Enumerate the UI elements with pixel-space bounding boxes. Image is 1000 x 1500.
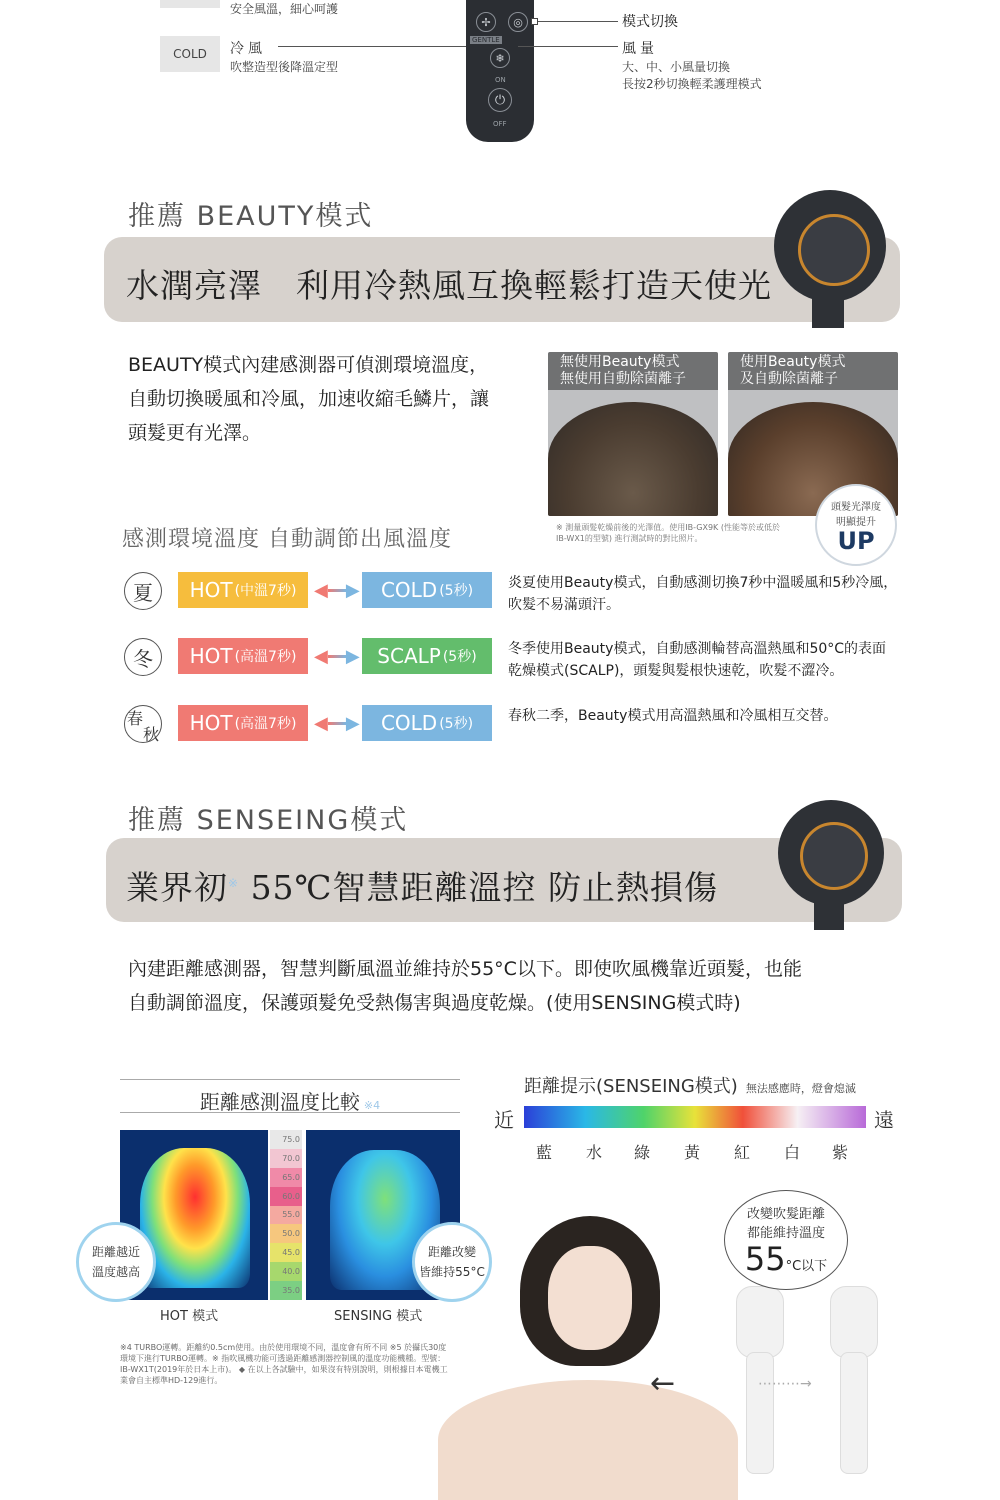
scale-tick: 50.0 bbox=[270, 1224, 302, 1243]
photo-note: ※ 測量頭髮乾燥前後的光澤值。使用IB-GX9K (性能等於或低於 IB-WX1的型號) 進行測試時的對比照片。 bbox=[556, 523, 780, 543]
hot-pill: HOT (中溫7秒) bbox=[178, 572, 308, 608]
color-word: 紅 bbox=[734, 1143, 751, 1162]
temperature-scale bbox=[270, 1130, 302, 1300]
dryer-handle bbox=[466, 0, 534, 142]
dryer-far-handle bbox=[840, 1352, 868, 1474]
dryer-near bbox=[736, 1286, 784, 1358]
cold-desc: 吹整造型後降溫定型 bbox=[230, 60, 339, 74]
beauty-section-title: 推薦 BEAUTY模式 bbox=[128, 201, 374, 232]
hair-photo-before bbox=[548, 352, 718, 516]
dryer-neck-image bbox=[812, 298, 844, 328]
cold-title: 冷風 bbox=[230, 41, 266, 57]
off-label: OFF bbox=[493, 120, 507, 128]
callout-near-hot: 距離越近 溫度越高 bbox=[76, 1222, 156, 1302]
woman-face bbox=[548, 1246, 632, 1350]
season-badge: 夏 bbox=[124, 572, 162, 610]
near-label: 近 bbox=[494, 1108, 514, 1132]
footnote: ※4 TURBO運轉。距離約0.5cm使用。由於使用環境不同，溫度會有所不同 ※5 於攝氏30度 環境下進行TURBO運轉。※ 指吹風機功能可透過距離感測器控制風的溫度功能機種。型號： IB-WX1T(2019年於日本上市)。 ◆ 在以上各試驗中，如果沒有特別說明，則根據日本電機工 業會自主標準HD-129進行。 bbox=[120, 1343, 448, 1385]
photo-after-label: 使用Beauty模式 及自動除菌離子 bbox=[728, 352, 898, 390]
cool-pill: COLD (5秒) bbox=[362, 572, 492, 608]
gentle-label: GENTLE bbox=[472, 36, 500, 44]
beauty-banner-text: 水潤亮澤 利用冷熱風互換輕鬆打造天使光 bbox=[126, 266, 772, 305]
hot-desc: 安全風溫，細心呵護 bbox=[230, 2, 339, 16]
scale-tick: 65.0 bbox=[270, 1168, 302, 1187]
mode-button-icon[interactable]: ◎ bbox=[508, 12, 528, 32]
left-arrow-icon: ← bbox=[650, 1366, 676, 1401]
airflow-leader-line bbox=[518, 46, 618, 47]
swap-arrow-icon: ◀ ▶ bbox=[314, 712, 360, 734]
photo-before-label: 無使用Beauty模式 無使用自動除菌離子 bbox=[548, 352, 718, 390]
compare-top-rule bbox=[120, 1079, 460, 1080]
season-desc: 冬季使用Beauty模式，自動感測輪替高溫熱風和50°C的表面 乾燥模式(SCALP)，頭髮與髮根快速乾，吹髮不澀冷。 bbox=[508, 641, 887, 679]
sensing-banner-text: 業界初※ 55℃智慧距離溫控 防止熱損傷 bbox=[126, 868, 718, 907]
mode-leader-line bbox=[538, 21, 618, 22]
color-word: 藍 bbox=[536, 1143, 553, 1162]
dryer-head-image bbox=[774, 190, 886, 302]
dryer-near-handle bbox=[746, 1352, 774, 1474]
dryer-neck-image-2 bbox=[814, 900, 844, 930]
season-desc: 炎夏使用Beauty模式，自動感測切換7秒中溫暖風和5秒冷風， 吹髮不易滿頭汗。 bbox=[508, 575, 898, 613]
distance-title: 距離提示(SENSEING模式) 無法感應時，燈會熄滅 bbox=[524, 1076, 856, 1097]
airflow-desc-1: 大、中、小風量切換 bbox=[622, 60, 731, 74]
airflow-desc-2: 長按2秒切換輕柔護理模式 bbox=[622, 77, 762, 91]
dryer-far bbox=[830, 1286, 878, 1358]
season-badge: 冬 bbox=[124, 638, 162, 676]
hot-pill: HOT (高溫7秒) bbox=[178, 638, 308, 674]
dryer-head-image-2 bbox=[778, 800, 884, 906]
power-icon[interactable]: ⏻ bbox=[488, 88, 512, 112]
scale-tick: 55.0 bbox=[270, 1206, 302, 1225]
scale-tick: 75.0 bbox=[270, 1130, 302, 1149]
sensing-section-title: 推薦 SENSEING模式 bbox=[128, 805, 409, 836]
mode-switch-label: 模式切換 bbox=[622, 14, 678, 30]
sensing-body-1: 內建距離感測器，智慧判斷風溫並維持於55°C以下。即使吹風機靠近頭髮，也能 bbox=[128, 958, 802, 980]
color-word: 水 bbox=[586, 1143, 603, 1162]
swap-arrow-icon: ◀ ▶ bbox=[314, 645, 360, 667]
cold-tag: COLD bbox=[160, 36, 220, 72]
scale-tick: 35.0 bbox=[270, 1281, 302, 1300]
scale-tick: 60.0 bbox=[270, 1187, 302, 1206]
fan-icon[interactable]: ✢ bbox=[476, 12, 496, 32]
snowflake-icon[interactable]: ❄ bbox=[490, 48, 510, 68]
scale-tick: 70.0 bbox=[270, 1149, 302, 1168]
swap-arrow-icon: ◀ ▶ bbox=[314, 579, 360, 601]
on-label: ON bbox=[495, 76, 506, 84]
color-word: 白 bbox=[784, 1143, 801, 1162]
compare-title: 距離感測溫度比較 ※4 bbox=[199, 1090, 381, 1114]
callout-keep-55: 距離改變 皆維持55°C bbox=[412, 1222, 492, 1302]
distance-color-bar bbox=[524, 1106, 866, 1128]
dotted-arrow-icon: ⋯⋯⋯→ bbox=[758, 1376, 812, 1392]
cool-pill: SCALP (5秒) bbox=[362, 638, 492, 674]
beauty-body-3: 頭髮更有光澤。 bbox=[128, 422, 262, 444]
hot-tag-strip bbox=[160, 0, 220, 8]
airflow-title: 風量 bbox=[622, 41, 658, 57]
hot-pill: HOT (高溫7秒) bbox=[178, 705, 308, 741]
far-label: 遠 bbox=[874, 1108, 894, 1132]
beauty-body-1: BEAUTY模式內建感測器可偵測環境溫度， bbox=[128, 354, 489, 376]
season-badge: 春 秋 bbox=[124, 705, 162, 743]
woman-shoulders bbox=[438, 1380, 738, 1500]
season-desc: 春秋二季，Beauty模式用高溫熱風和冷風相互交替。 bbox=[508, 708, 838, 724]
sensing-body-2: 自動調節溫度，保護頭髮免受熱傷害與過度乾燥。(使用SENSING模式時) bbox=[128, 992, 741, 1014]
scale-tick: 45.0 bbox=[270, 1243, 302, 1262]
color-word: 綠 bbox=[634, 1143, 651, 1162]
mode-pointer-dot bbox=[531, 18, 538, 25]
color-word: 黃 bbox=[684, 1143, 701, 1162]
cold-leader-line bbox=[278, 46, 468, 47]
hot-mode-label: HOT 模式 bbox=[160, 1309, 219, 1324]
scale-tick: 40.0 bbox=[270, 1262, 302, 1281]
temp-bubble: 改變吹髮距離 都能維持溫度 55°C以下 bbox=[724, 1190, 848, 1290]
cool-pill: COLD (5秒) bbox=[362, 705, 492, 741]
beauty-body-2: 自動切換暖風和冷風，加速收縮毛鱗片，讓 bbox=[128, 388, 490, 410]
sensing-mode-label: SENSING 模式 bbox=[334, 1309, 423, 1324]
beauty-sub-title: 感測環境溫度 自動調節出風溫度 bbox=[122, 527, 452, 552]
color-word: 紫 bbox=[832, 1143, 849, 1162]
gloss-up-badge: 頭髮光澤度 明顯提升 UP bbox=[815, 484, 897, 566]
